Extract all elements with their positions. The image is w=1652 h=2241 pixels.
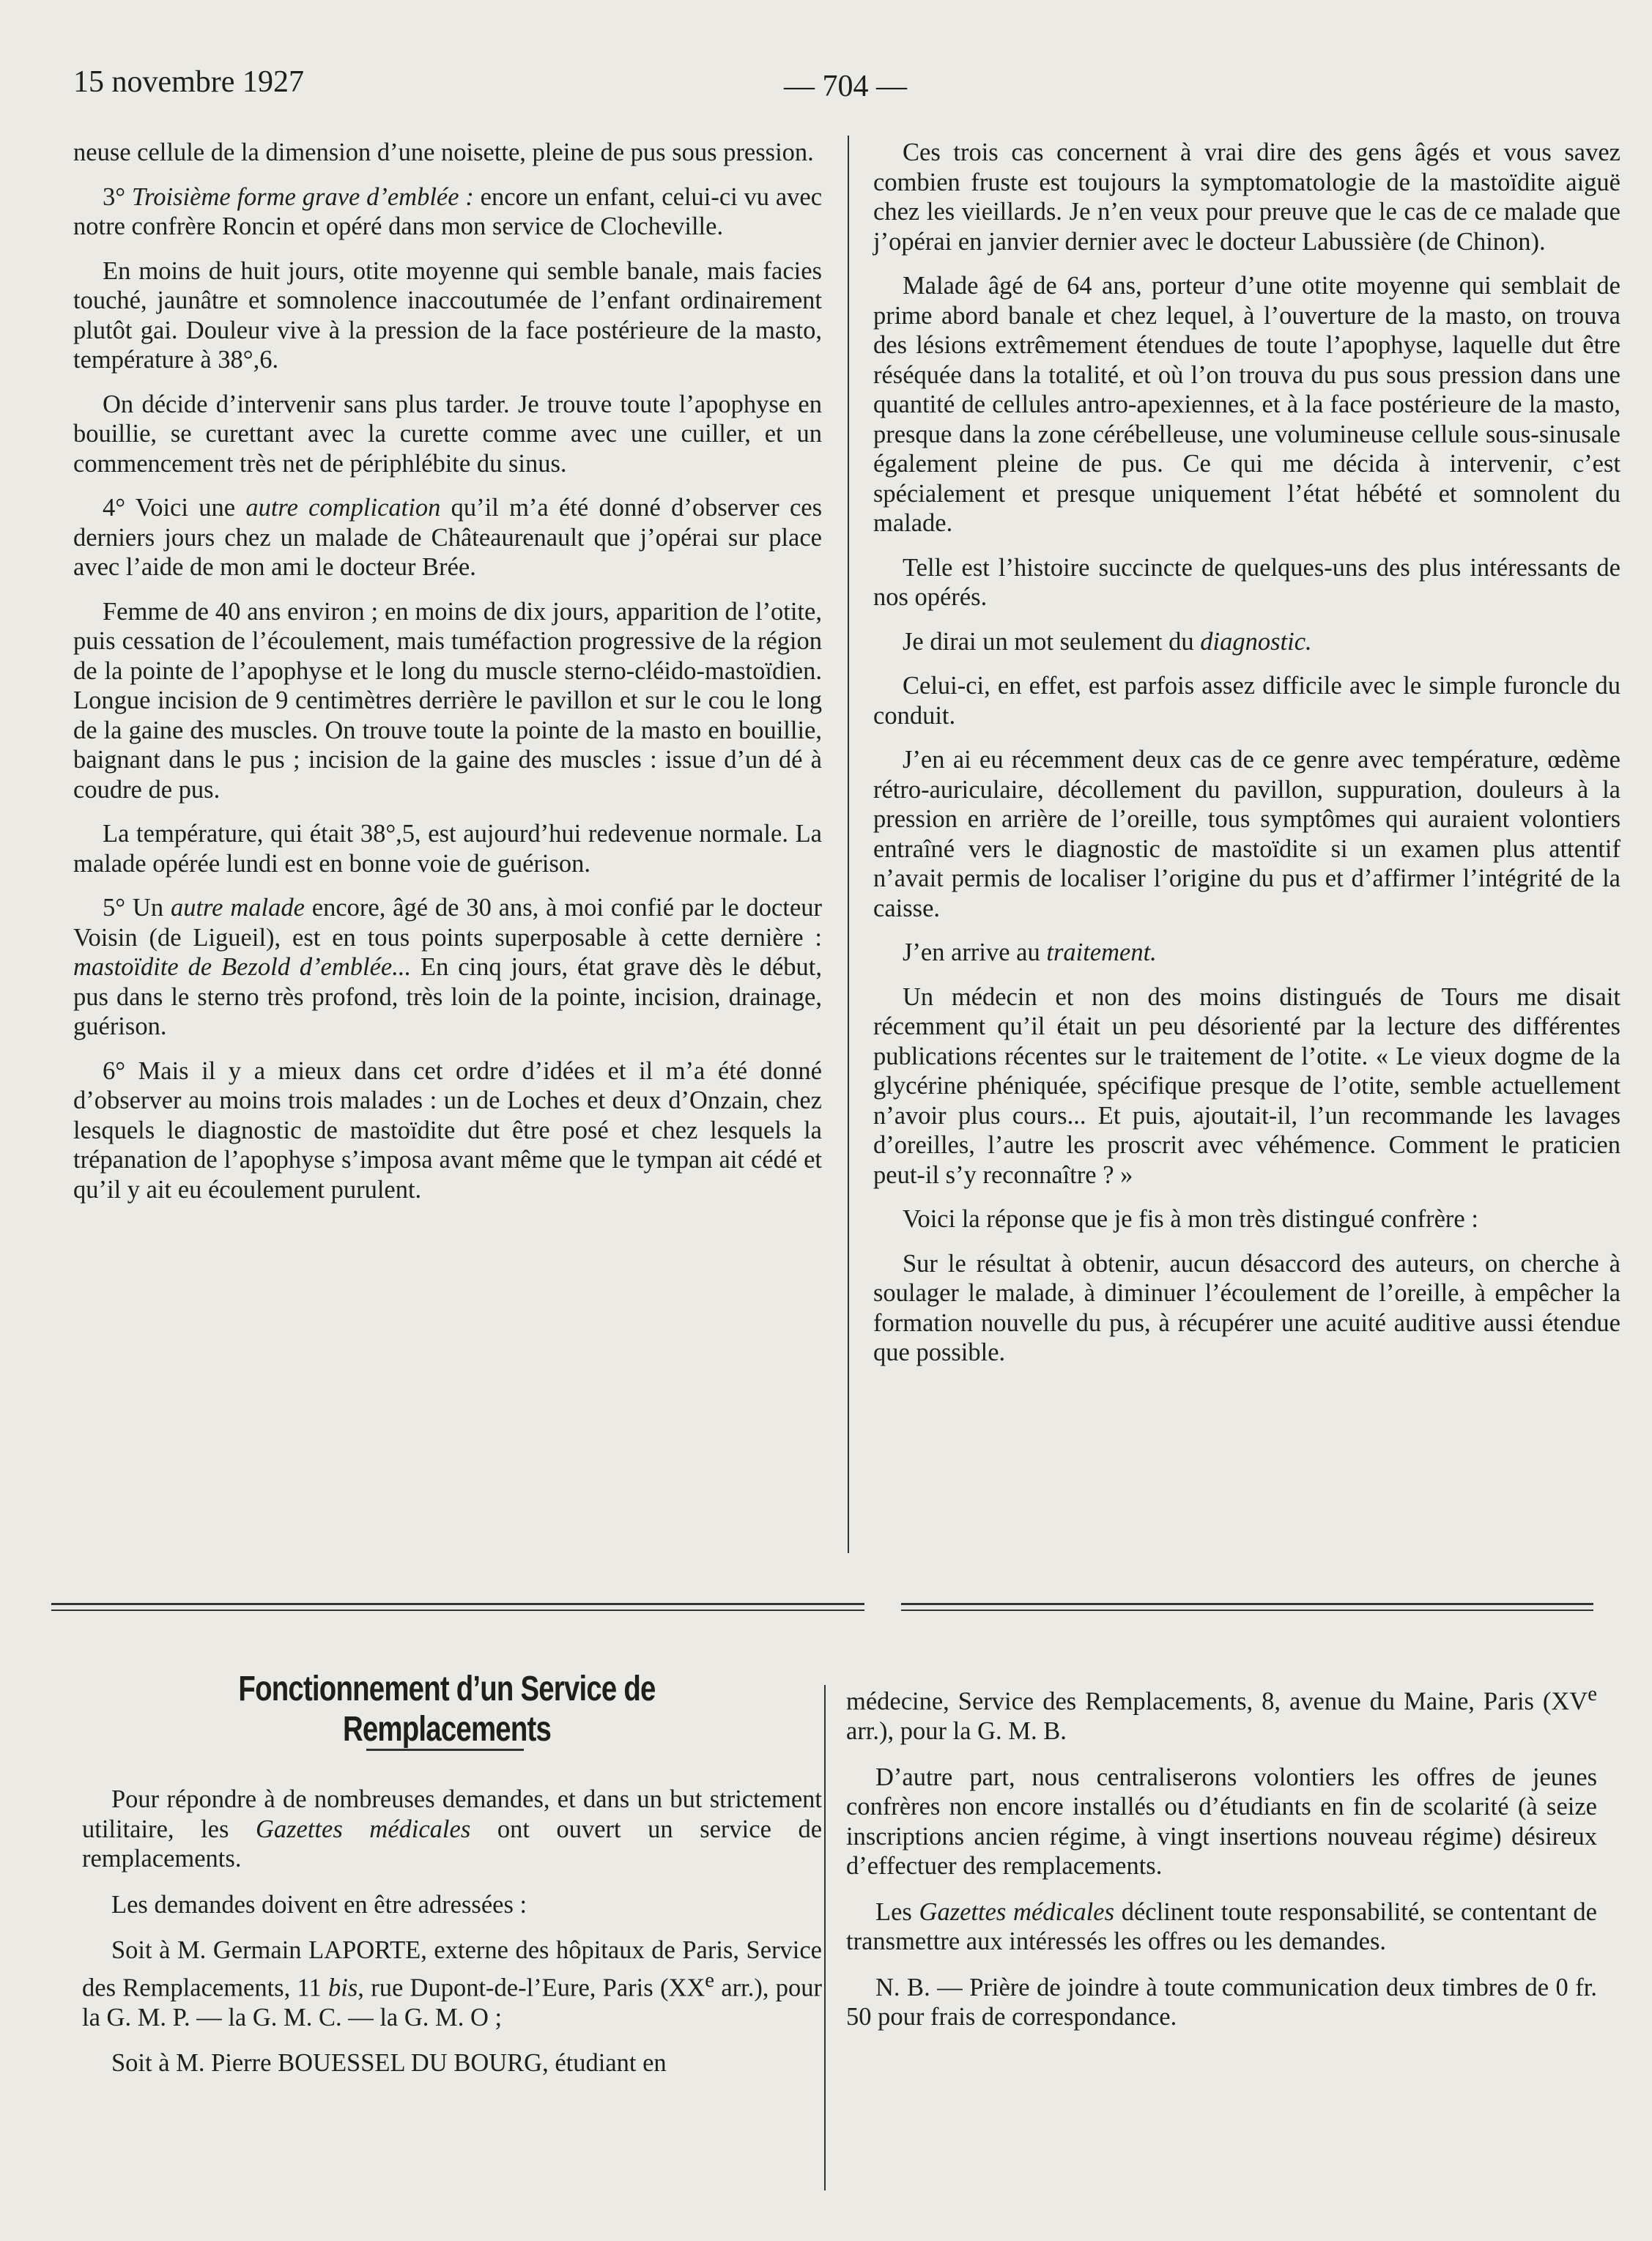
paragraph: Les demandes doivent en être adressées :	[111, 1890, 527, 1919]
title-underline	[366, 1749, 524, 1751]
paragraph: Femme de 40 ans environ ; en moins de dix jours, apparition de l’otite, puis cessation de l’écoulement, mais tuméfaction progressive de la région de la pointe de l’apophyse et le long du muscle sterno-cléido-mastoïdien. Longue incision de 9 centimètres derrière le pavillon et sur le cou le long de la gaine des muscles. On trouve toute la pointe de la masto en bouillie, baignant dans le pus ; incision de la gaine des muscles : issue d’un dé à coudre de pus.	[73, 597, 822, 804]
section-column-left	[82, 1785, 822, 2094]
paragraph: Voici la réponse que je fis à mon très distingué confrère :	[903, 1205, 1478, 1233]
paragraph: 5° Un autre malade encore, âgé de 30 ans, à moi confié par le docteur Voisin (de Ligueil), est en tous points superposable à cette dernière : mastoïdite de Bezold d’emblée... En cinq jours, état grave dès le début, pus dans le sterno très profond, très loin de la pointe, incision, drainage, guérison.	[73, 894, 823, 1040]
article-column-right	[873, 138, 1620, 1382]
paragraph: Un médecin et non des moins distingués de Tours me disait récemment qu’il était un peu désorienté par la lecture des différentes publications récentes sur le traitement de l’otite. « Le vieux dogme de la glycérine phéniquée, spécifique presque de l’otite, semble actuellement n’avoir plus cours... Et puis, ajoutait-il, l’un recommande les lavages d’oreilles, l’autre les proscrit avec véhémence. Comment le praticien peut-il s’y reconnaître ? »	[873, 982, 1620, 1189]
paragraph: Pour répondre à de nombreuses demandes, et dans un but strictement utilitaire, les Gazettes médicales ont ouvert un service de remplacements.	[82, 1785, 823, 1873]
section-separator-left	[51, 1603, 864, 1611]
paragraph: médecine, Service des Remplacements, 8, avenue du Maine, Paris (XVe arr.), pour la G. M. B.	[846, 1682, 1597, 1745]
paragraph: Ces trois cas concernent à vrai dire des gens âgés et vous savez combien fruste est toujours la symptomatologie de la mastoïdite aiguë chez les vieillards. Je n’en veux pour preuve que le cas de ce malade que j’opérai en janvier dernier avec le docteur Labussière (de Chinon).	[873, 138, 1620, 256]
paragraph: Sur le résultat à obtenir, aucun désaccord des auteurs, on cherche à soulager le malade, à diminuer l’écoulement de l’oreille, à empêcher la formation nouvelle du pus, à récupérer une acuité auditive aussi étendue que possible.	[873, 1249, 1620, 1366]
paragraph: En moins de huit jours, otite moyenne qui semble banale, mais facies touché, jaunâtre et somnolence inaccoutumée de l’enfant ordinairement plutôt gai. Douleur vive à la pression de la face postérieure de la masto, température à 38°,6.	[73, 256, 822, 374]
paragraph: Les Gazettes médicales déclinent toute responsabilité, se contentant de transmettre aux intéressés les offres ou les demandes.	[846, 1897, 1597, 1955]
paragraph: Telle est l’histoire succincte de quelques-uns des plus intéressants de nos opérés.	[873, 553, 1620, 611]
header-date: 15 novembre 1927	[73, 65, 304, 99]
paragraph: Soit à M. Pierre BOUESSEL DU BOURG, étudiant en	[111, 2049, 667, 2077]
article-column-left	[73, 138, 822, 1219]
paragraph: D’autre part, nous centraliserons volontiers les offres de jeunes confrères non encore installés ou d’étudiants en fin de scolarité (à seize inscriptions ancien régime, à vingt insertions nouveau régime) désireux d’effectuer des remplacements.	[846, 1763, 1597, 1880]
paragraph: 4° Voici une autre complication qu’il m’a été donné d’observer ces derniers jours chez un malade de Châteaurenault que j’opérai sur place avec l’aide de mon ami le docteur Brée.	[73, 494, 823, 581]
section-column-divider	[824, 1685, 826, 2190]
section-separator-right	[901, 1603, 1593, 1611]
column-divider	[848, 136, 849, 1553]
paragraph: Malade âgé de 64 ans, porteur d’une otite moyenne qui semblait de prime abord banale et chez lequel, à l’ouverture de la masto, on trouva des lésions extrêmement étendues de toute l’apophyse, laquelle dut être réséquée dans la totalité, et où l’on trouva du pus sous pression dans une quantité de cellules antro-apexiennes, et à la face postérieure de la masto, presque dans la zone cérébelleuse, une volumineuse cellule sous-sinusale également pleine de pus. Ce qui me décida à intervenir, c’est spécialement et presque uniquement l’état hébété et somnolent du malade.	[873, 272, 1620, 537]
paragraph: Celui-ci, en effet, est parfois assez difficile avec le simple furoncle du conduit.	[873, 672, 1620, 730]
paragraph: Je dirai un mot seulement du diagnostic.	[903, 627, 1312, 656]
paragraph: 3° Troisième forme grave d’emblée : encore un enfant, celui-ci vu avec notre confrère Roncin et opéré dans mon service de Clocheville.	[73, 182, 823, 240]
paragraph: J’en arrive au traitement.	[903, 938, 1157, 966]
paragraph: N. B. — Prière de joindre à toute communication deux timbres de 0 fr. 50 pour frais de correspondance.	[846, 1973, 1597, 2031]
paragraph: neuse cellule de la dimension d’une noisette, pleine de pus sous pression.	[73, 138, 814, 166]
paragraph: On décide d’intervenir sans plus tarder. Je trouve toute l’apophyse en bouillie, se curettant avec la curette comme avec une cuiller, et un commencement très net de périphlébite du sinus.	[73, 390, 822, 478]
section-title: Fonctionnement d’un Service de Remplacements	[238, 1670, 656, 1749]
paragraph: La température, qui était 38°,5, est aujourd’hui redevenue normale. La malade opérée lundi est en bonne voie de guérison.	[73, 820, 822, 878]
section-column-right	[846, 1679, 1597, 2048]
paragraph: 6° Mais il y a mieux dans cet ordre d’idées et il m’a été donné d’observer au moins trois malades : un de Loches et deux d’Onzain, chez lesquels le diagnostic de mastoïdite dut être posé et chez lesquels la trépanation de l’apophyse s’imposa avant même que le tympan ait cédé et qu’il y ait eu écoulement purulent.	[73, 1056, 822, 1204]
paragraph: J’en ai eu récemment deux cas de ce genre avec température, œdème rétro-auriculaire, décollement du pavillon, suppuration, douleurs à la pression en arrière de l’oreille, tous symptômes qui auraient volontiers entraîné vers le diagnostic de mastoïdite si un examen plus attentif n’avait permis de localiser l’origine du pus et d’affirmer l’intégrité de la caisse.	[873, 746, 1620, 922]
page-number: — 704 —	[784, 70, 907, 103]
paragraph: Soit à M. Germain LAPORTE, externe des hôpitaux de Paris, Service des Remplacements, 11 bis, rue Dupont-de-l’Eure, Paris (XXe arr.), pour la G. M. P. — la G. M. C. — la G. M. O ;	[82, 1936, 822, 2031]
